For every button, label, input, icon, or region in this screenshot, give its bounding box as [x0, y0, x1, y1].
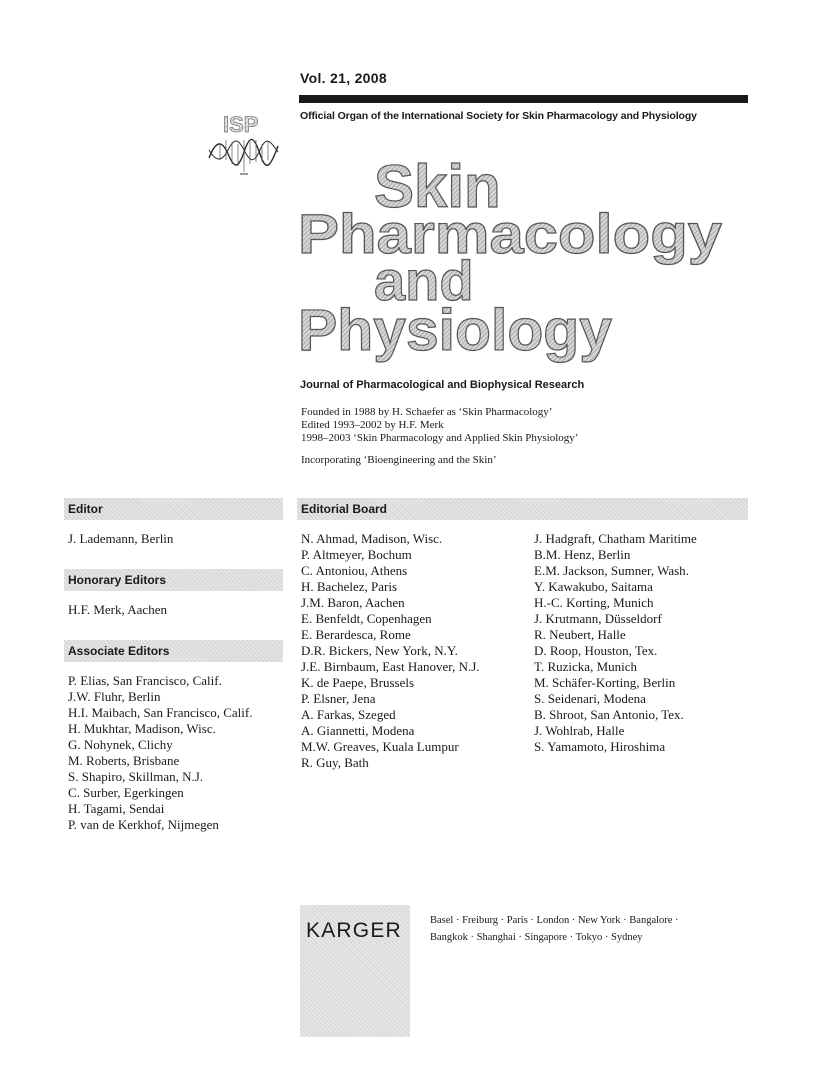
list-item: J.W. Fluhr, Berlin	[68, 689, 161, 704]
history-line: Edited 1993–2002 by H.F. Merk	[301, 419, 444, 431]
list-item: J. Wohlrab, Halle	[534, 723, 625, 738]
cities-line: Basel · Freiburg · Paris · London · New York · Bangalore ·	[430, 915, 679, 926]
list-item: G. Nohynek, Clichy	[68, 737, 173, 752]
list-item: A. Giannetti, Modena	[301, 723, 415, 738]
editorial-board-heading: Editorial Board	[297, 498, 748, 520]
list-item: C. Antoniou, Athens	[301, 563, 408, 578]
founding-history	[301, 406, 578, 445]
list-item: J.M. Baron, Aachen	[301, 595, 405, 610]
list-item: H.-C. Korting, Munich	[534, 595, 654, 610]
editorial-board-column-1	[301, 531, 480, 771]
official-organ-line: Official Organ of the International Society for Skin Pharmacology and Physiology	[300, 110, 697, 122]
volume-label: Vol. 21, 2008	[300, 70, 387, 86]
journal-subtitle: Journal of Pharmacological and Biophysical Research	[300, 379, 585, 391]
karger-logo: KARGER	[306, 919, 402, 942]
list-item: H.F. Merk, Aachen	[68, 602, 167, 617]
list-item: E.M. Jackson, Sumner, Wash.	[534, 563, 689, 578]
list-item: S. Seidenari, Modena	[534, 691, 646, 706]
list-item: J.E. Birnbaum, East Hanover, N.J.	[301, 659, 480, 674]
list-item: Y. Kawakubo, Saitama	[534, 579, 653, 594]
associate-editors-heading: Associate Editors	[64, 640, 283, 662]
list-item: M. Schäfer-Korting, Berlin	[534, 675, 676, 690]
list-item: J. Lademann, Berlin	[68, 531, 174, 546]
list-item: M.W. Greaves, Kuala Lumpur	[301, 739, 459, 754]
list-item: B.M. Henz, Berlin	[534, 547, 631, 562]
list-item: H. Mukhtar, Madison, Wisc.	[68, 721, 216, 736]
list-item: H. Bachelez, Paris	[301, 579, 398, 594]
list-item: R. Guy, Bath	[301, 755, 369, 770]
cities-line: Bangkok · Shanghai · Singapore · Tokyo · Sydney	[430, 932, 643, 943]
list-item: T. Ruzicka, Munich	[534, 659, 638, 674]
list-item: P. Elias, San Francisco, Calif.	[68, 673, 222, 688]
list-item: H.I. Maibach, San Francisco, Calif.	[68, 705, 253, 720]
list-item: D. Roop, Houston, Tex.	[534, 643, 658, 658]
karger-logo-box	[300, 905, 410, 1037]
list-item: A. Farkas, Szeged	[301, 707, 396, 722]
list-item: C. Surber, Egerkingen	[68, 785, 184, 800]
title-word-pharmacology: Pharmacology	[298, 202, 722, 265]
isp-logo	[204, 110, 284, 180]
list-item: P. van de Kerkhof, Nijmegen	[68, 817, 219, 832]
list-item: J. Krutmann, Düsseldorf	[534, 611, 662, 626]
list-item: R. Neubert, Halle	[534, 627, 626, 642]
list-item: K. de Paepe, Brussels	[301, 675, 415, 690]
honorary-editors-list	[68, 602, 167, 618]
title-word-physiology: Physiology	[298, 298, 612, 363]
list-item: B. Shroot, San Antonio, Tex.	[534, 707, 684, 722]
list-item: N. Ahmad, Madison, Wisc.	[301, 531, 443, 546]
history-line: Founded in 1988 by H. Schaefer as ‘Skin Pharmacology’	[301, 406, 553, 418]
list-item: P. Altmeyer, Bochum	[301, 547, 412, 562]
list-item: S. Shapiro, Skillman, N.J.	[68, 769, 204, 784]
list-item: J. Hadgraft, Chatham Maritime	[534, 531, 697, 546]
journal-title	[298, 150, 738, 370]
list-item: S. Yamamoto, Hiroshima	[534, 739, 666, 754]
editorial-board-column-2	[534, 531, 697, 755]
list-item: E. Benfeldt, Copenhagen	[301, 611, 432, 626]
title-word-and: and	[374, 249, 474, 312]
editor-heading: Editor	[64, 498, 283, 520]
honorary-editors-heading: Honorary Editors	[64, 569, 283, 591]
list-item: P. Elsner, Jena	[301, 691, 376, 706]
header-rule	[299, 95, 748, 103]
isp-logo-text: ISP	[223, 112, 259, 137]
publisher-cities	[430, 912, 679, 946]
editor-list	[68, 531, 173, 547]
list-item: M. Roberts, Brisbane	[68, 753, 180, 768]
incorporating-note: Incorporating ‘Bioengineering and the Skin’	[301, 454, 497, 466]
isp-logo-graphic	[204, 110, 284, 180]
associate-editors-list	[68, 673, 252, 833]
list-item: D.R. Bickers, New York, N.Y.	[301, 643, 458, 658]
title-word-skin: Skin	[374, 153, 501, 220]
history-line: 1998–2003 ‘Skin Pharmacology and Applied Skin Physiology’	[301, 432, 579, 444]
list-item: H. Tagami, Sendai	[68, 801, 165, 816]
list-item: E. Berardesca, Rome	[301, 627, 411, 642]
